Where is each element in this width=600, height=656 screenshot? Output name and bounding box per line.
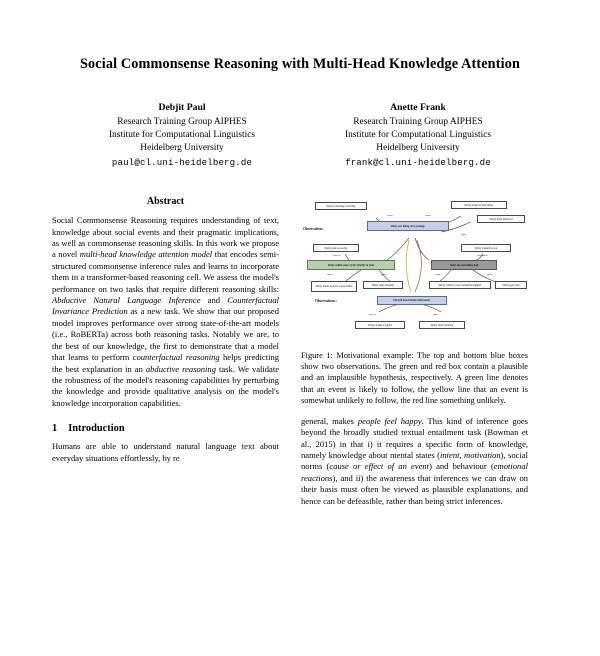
right-column xyxy=(301,196,528,507)
author-affiliation-2: Institute for Computational Linguistics xyxy=(108,130,256,141)
node-dotty-stomach: Dotty wants to see a stomach ingeller xyxy=(429,281,491,289)
author-name: Debjit Paul xyxy=(158,102,206,114)
node-dotty-bad-day: Dotty is having a bad day xyxy=(315,202,367,210)
node-dotty-wanted-eat: Dotty wanted to eat xyxy=(461,244,511,252)
author-affiliation-2: Institute for Computational Linguistics xyxy=(344,130,492,141)
author-affiliation-1: Research Training Group AIPHES xyxy=(117,116,247,127)
observation-label-2: Observations : xyxy=(315,299,338,304)
node-dotty-annoyed: Dotty feels annoyed xyxy=(477,215,525,223)
section-number: 1 xyxy=(52,423,58,435)
edge-label-motivation: motivation xyxy=(477,254,488,258)
node-dotty-wants-friend: Dotty wants a friend xyxy=(355,321,405,329)
left-column xyxy=(52,196,279,507)
body-columns xyxy=(52,196,548,507)
edge-label-effect-2: effect xyxy=(381,273,387,277)
author-block xyxy=(52,101,548,170)
edge-label-seen-as-2: seen as xyxy=(369,313,377,317)
abstract-heading: Abstract xyxy=(146,196,185,208)
node-observation-grumpy: Dotty was being very grumpy. xyxy=(367,221,449,231)
author-affiliation-1: Research Training Group AIPHES xyxy=(353,116,483,127)
edge-label-want: want xyxy=(435,273,440,277)
node-hypothesis-plausible: Dotty called some of her friends to chat xyxy=(307,260,395,270)
edge-label-wants: wants xyxy=(425,214,431,218)
node-observation-better: She felt much better afterwards. xyxy=(377,296,447,305)
edge-label-cause: cause xyxy=(387,214,393,218)
node-dotty-gets-sick: Dotty gets sick xyxy=(495,281,527,289)
author-name: Anette Frank xyxy=(390,102,446,114)
node-dotty-relieved: Dotty feels relieved xyxy=(419,321,465,329)
author-affiliation-3: Heidelberg University xyxy=(376,143,460,154)
page-title: Social Commonsense Reasoning with Multi-Head Knowledge Attention xyxy=(80,56,520,72)
figure-caption-text: Motivational example: The top and bottom blue boxes show two observations. The green and red box contain a plausible and an implausible hypothesis, respectively. A green line denotes that an event is likely to follow, the yellow line that an event is somewhat unlikely to follow, the red line something unlikely. xyxy=(301,351,528,405)
edge-label-effect-4: effect xyxy=(433,313,439,317)
node-dotty-feel-better: Dotty wants to feel better xyxy=(451,201,507,209)
right-column-text: general, makes people feel happy. This kind of inference goes beyond the broadly studied textual entailment task (Bowman et al., 2015) in that i) it requires a specific form of knowledge, namely knowledge about mental states (intent, motivation), social norms (cause or effect of an event) and behaviour (emotional reactions), and ii) the awareness that inferences we can draw on their basis must often be viewed as plausible explanations, and hence can be defeasible, rather than being strict inferences. xyxy=(301,415,528,506)
edge-label-effect-3: effect xyxy=(487,273,493,277)
author-entry-0 xyxy=(76,101,288,170)
node-hypothesis-implausible: Dotty ate something bad xyxy=(431,260,497,270)
edge-label-seen-as: seen as xyxy=(333,254,341,258)
node-dotty-needs-good-time: Dotty needs to have a good time xyxy=(311,281,357,292)
introduction-heading xyxy=(52,423,279,434)
author-entry-1 xyxy=(312,101,524,170)
author-email[interactable]: paul@cl.uni-heidelberg.de xyxy=(111,157,253,169)
figure-1 xyxy=(301,196,538,341)
introduction-text: Humans are able to understand natural language text about everyday situations effortlessly, by re xyxy=(52,441,279,463)
abstract-text: Social Commonsense Reasoning requires understanding of text, knowledge about social events and their pragmatic implications, as well as commonsense reasoning skills. In this work we propose a novel multi-head knowledge attention model that encodes semi-structured commonsense inference rules and learns to incorporate them in a transformer-based reasoning cell. We assess the model's performance on two tasks that require different reasoning skills: Abductive Natural Language Inference and Counterfactual Invariance Prediction as a new task. We show that our proposed model improves performance over strong state-of-the-art models (i.e., RoBERTa) across both reasoning tasks. Notably we are, to the best of our knowledge, the first to demonstrate that a model that learns to perform counterfactual reasoning helps predicting the best explanation in an abductive reasoning task. We validate the robustness of the model's reasoning capabilities by perturbing the knowledge and provide qualitative analysis on the model's knowledge incorporation capabilities. xyxy=(52,215,280,408)
figure-caption-label: Figure 1: xyxy=(301,351,333,361)
author-email[interactable]: frank@cl.uni-heidelberg.de xyxy=(345,157,491,169)
node-dotty-feels-friendly: Dotty feels friendly xyxy=(363,281,403,289)
section-title: Introduction xyxy=(68,423,125,435)
node-dotty-seen-social: Dotty seen as social xyxy=(313,244,359,252)
edge-label-intent: intent xyxy=(327,273,333,277)
observation-label-1: Observation: xyxy=(303,227,324,232)
paper-page xyxy=(0,56,600,656)
figure-caption xyxy=(301,350,528,405)
edge-label-effect-1: effect xyxy=(461,233,467,237)
author-affiliation-3: Heidelberg University xyxy=(140,143,224,154)
